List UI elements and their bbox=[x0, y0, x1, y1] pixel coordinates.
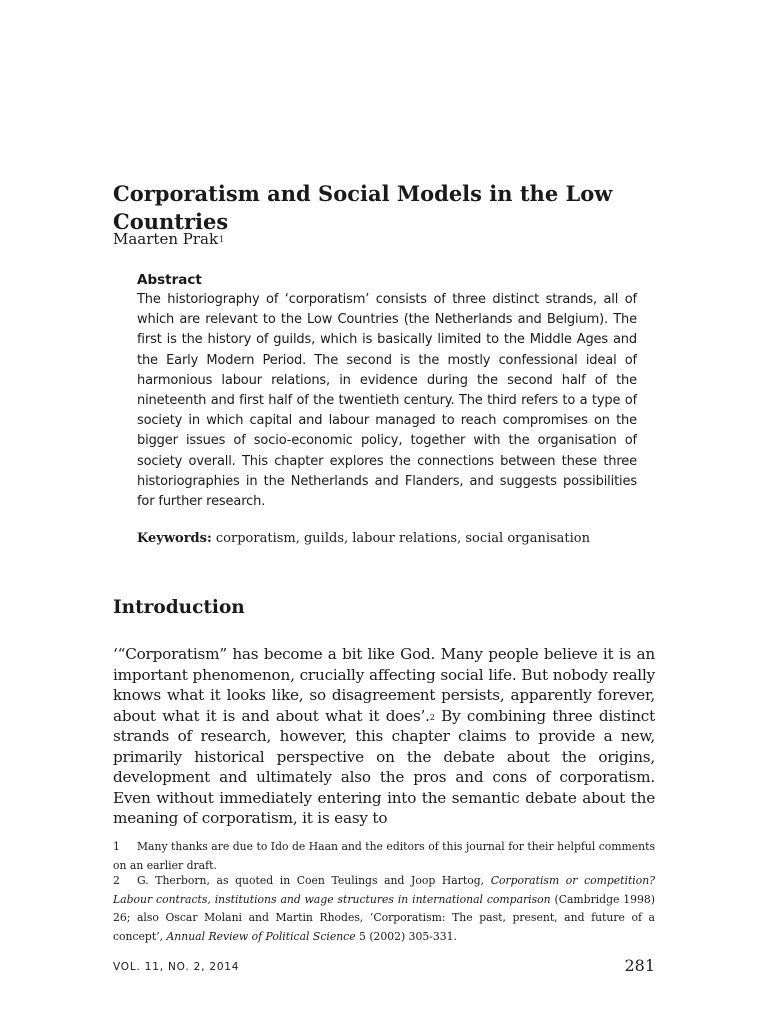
introduction-paragraph bbox=[113, 644, 655, 829]
footnote-text: (Cambridge 1998) 26; also Oscar Molani and Martin Rhodes, ‘Corporatism: The past, present, and future of a concept’, bbox=[113, 892, 655, 943]
author-name bbox=[113, 229, 224, 249]
footnote-marker-1[interactable]: 1 bbox=[219, 235, 225, 244]
footnote-text: Many thanks are due to Ido de Haan and the editors of this journal for their helpful comments on an earlier draft. bbox=[113, 840, 655, 872]
article-title: Corporatism and Social Models in the Low Countries bbox=[113, 181, 613, 234]
footnote-2 bbox=[113, 872, 655, 946]
keywords-text: corporatism, guilds, labour relations, social organisation bbox=[215, 531, 590, 546]
footnote-text: 5 (2002) 305-331. bbox=[355, 929, 457, 943]
abstract-text: The historiography of ‘corporatism’ consists of three distinct strands, all of which are relevant to the Low Countries (the Netherlands and Belgium). The first is the history of guilds, which is basically limited to the Middle Ages and the Early Modern Period. The second is the mostly confessional ideal of harmonious labour relations, in evidence during the second half of the nineteenth and first half of the twentieth century. The third refers to a type of society in which capital and labour managed to reach compromises on the bigger issues of socio-economic policy, together with the organisation of society overall. This chapter explores the connections between these three historiographies in the Netherlands and Flanders, and suggests possibilities for further research. bbox=[137, 292, 637, 510]
book-title: Corporatism or competition? Labour contracts, institutions and wage structures in international comparison bbox=[113, 874, 655, 906]
footnote-marker-2[interactable]: 2 bbox=[429, 712, 435, 722]
page-number: 281 bbox=[624, 956, 655, 975]
journal-volume-footer: VOL. 11, NO. 2, 2014 bbox=[113, 961, 240, 973]
footnote-1 bbox=[113, 838, 655, 875]
author-name-text: Maarten Prak bbox=[113, 230, 219, 248]
keywords-label: Keywords: bbox=[137, 531, 212, 546]
intro-text-part-2: By combining three distinct strands of research, however, this chapter claims to provide a new, primarily historical perspective on the debate about the origins, development and ultimately also the pros and cons of corporatism. Even without immediately entering into the semantic debate about the meaning of corporatism, it is easy to bbox=[113, 706, 656, 827]
footnote-number: 1 bbox=[113, 840, 120, 853]
footnote-text: G. Therborn, as quoted in Coen Teulings and Joop Hartog, bbox=[137, 874, 491, 887]
footnote-number: 2 bbox=[113, 874, 120, 887]
abstract-heading: Abstract bbox=[137, 272, 202, 288]
intro-text-part-1: ‘“Corporatism” has become a bit like God. Many people believe it is an important phenomenon, crucially affecting social life. But nobody really knows what it looks like, so disagreement persists, apparently forever, about what it is and about what it does’. bbox=[113, 645, 655, 725]
abstract-section bbox=[137, 270, 637, 512]
keywords-line bbox=[137, 530, 590, 548]
section-heading-introduction: Introduction bbox=[113, 597, 245, 618]
journal-title: Annual Review of Political Science bbox=[166, 929, 356, 943]
